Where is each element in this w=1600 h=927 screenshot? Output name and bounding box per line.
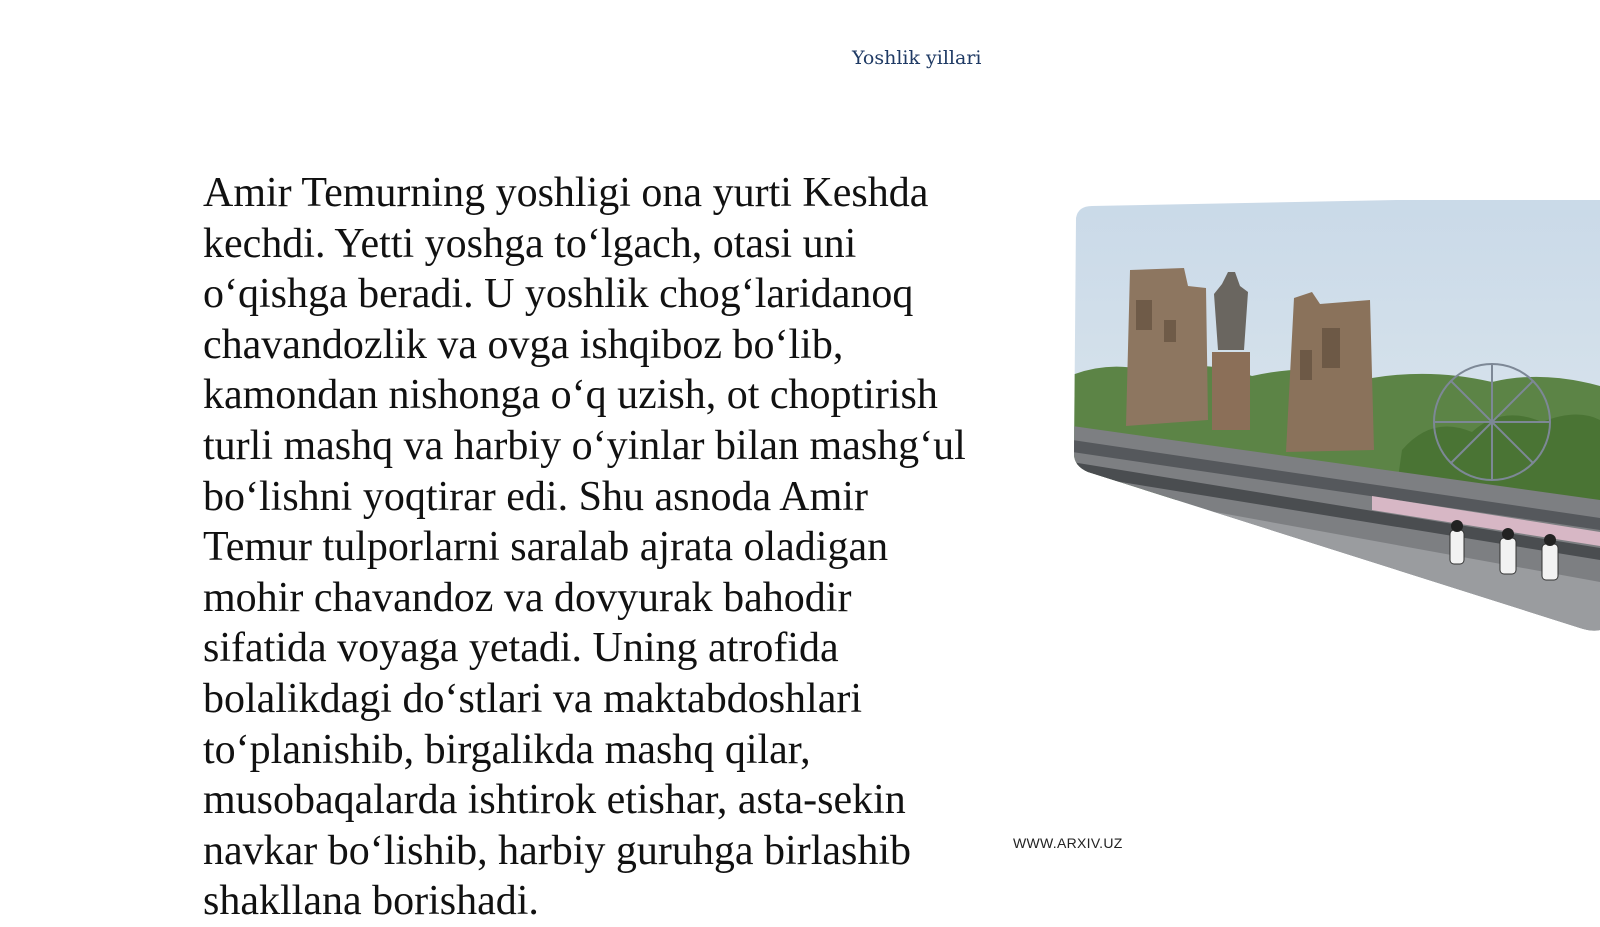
body-text: Amir Temurning yoshligi ona yurti Keshda kechdi. Yetti yoshga to‘lgach, otasi uni o‘qishga beradi. U yoshlik chog‘laridanoq chavandozlik va ovga ishqiboz bo‘lib, kamondan nishonga o‘q uzish, ot choptirish turli mashq va harbiy o‘yinlar bilan mashg‘ul bo‘lishni yoqtirar edi. Shu asnoda Amir Temur tulporlarni saralab ajrata oladigan mohir chavandoz va dovyurak bahodir sifatida voyaga yetadi. Uning atrofida bolalikdagi do‘stlari va maktabdoshlari to‘planishib, birgalikda mashq qilar, musobaqalarda ishtirok etishar, asta-sekin navkar bo‘lishib, harbiy guruhga birlashib shakllana borishadi.	[203, 170, 966, 925]
monument-photo	[1072, 200, 1600, 640]
slide-title: Yoshlik yillari	[852, 47, 982, 69]
watermark: WWW.ARXIV.UZ	[1013, 835, 1123, 851]
